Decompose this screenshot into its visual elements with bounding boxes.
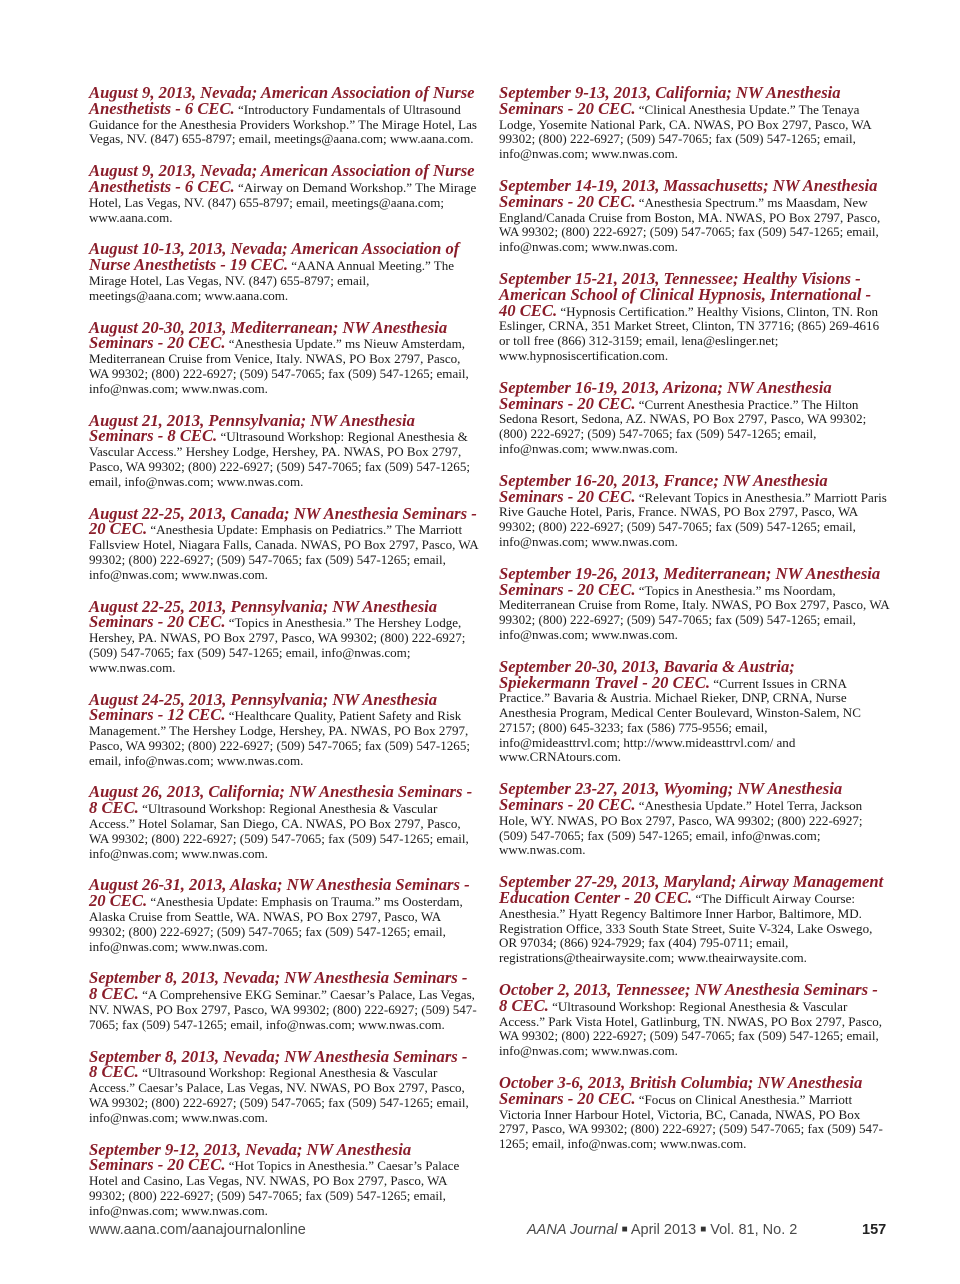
event-heading: August 26-31, 2013, Alaska; NW Anesthesia Seminars - 20 CEC. [89, 875, 470, 911]
event-listing [499, 779, 889, 858]
event-heading: September 8, 2013, Nevada; NW Anesthesia Seminars - 8 CEC. [89, 968, 468, 1004]
event-details: “AANA Annual Meeting.” The Mirage Hotel, Las Vegas, NV. (847) 655-8797; email, meetings@aana.com; www.aana.com. [89, 258, 455, 303]
footer-volume: Vol. 81, No. 2 [710, 1222, 798, 1238]
event-details: “Topics in Anesthesia.” The Hershey Lodge, Hershey, PA. NWAS, PO Box 2797, Pasco, WA 99302; (800) 222-6927; (509) 547-7065; fax (509) 547-1265; email, info@nwas.com; www.nwas.com. [89, 615, 466, 675]
event-listing [499, 470, 889, 550]
event-details: “Focus on Clinical Anesthesia.” Marriott Victoria Inner Harbour Hotel, Victoria, BC, Canada, NWAS, PO Box 2797, Pasco, WA 99302; (800) 222-6927; (509) 547-7065; fax (509) 547-1265; email, info@nwas.com; www.nwas.com. [499, 1091, 883, 1152]
event-listing [499, 656, 889, 766]
event-heading: August 10-13, 2013, Nevada; American Association of Nurse Anesthetists - 19 CEC. [89, 239, 460, 275]
event-details: “Ultrasound Workshop: Regional Anesthesia & Vascular Access.” Caesar’s Palace, Las Vegas, NV. NWAS, PO Box 2797, Pasco, WA 99302; (800) 222-6927; (509) 547-7065; fax (509) 547-1265; email, info@nwas.com; www.nwas.com. [89, 1065, 469, 1125]
event-details: “Current Anesthesia Practice.” The Hilton Sedona Resort, Sedona, AZ. NWAS, PO Box 2797, Pasco, WA 99302; (800) 222-6927; (509) 547-7065; fax (509) 547-1265; email, info@nwas.com; www.nwas.com. [499, 396, 867, 456]
event-listing [89, 1046, 479, 1126]
event-listing [89, 968, 479, 1032]
event-listing [89, 875, 479, 954]
event-details: “Topics in Anesthesia.” ms Noordam, Mediterranean Cruise from Rome, Italy. NWAS, PO Box 2797, Pasco, WA 99302; (800) 222-6927; (509) 547-7065; fax (509) 547-1265; email, info@nwas.com; www.nwas.com. [499, 582, 889, 642]
event-heading: October 3-6, 2013, British Columbia; NW Anesthesia Seminars - 20 CEC. [499, 1073, 863, 1108]
event-details: “Hypnosis Certification.” Healthy Visions, Clinton, TN. Ron Eslinger, CRNA, 351 Market Street, Clinton, TN 37716; (865) 269-4616 or toll free (866) 312-3159; email, lena@eslinger.net; www.hypnosiscertification.com. [499, 303, 880, 363]
event-details: “Ultrasound Workshop: Regional Anesthesia & Vascular Access.” Park Vista Hotel, Gatlinburg, TN. NWAS, PO Box 2797, Pasco, WA 99302; (800) 222-6927; (509) 547-7065; fax (509) 547-1265; email, info@nwas.com; www.nwas.com. [499, 998, 882, 1059]
event-details: “The Difficult Airway Course: Anesthesia.” Hyatt Regency Baltimore Inner Harbor, Baltimore, MD. Registration Office, 333 South State Street, Suite V-324, Lake Oswego, OR 97034; (866) 924-7929; fax (404) 795-0711; email, registrations@theairwaysite.com; www.theairwaysite.com. [499, 891, 873, 966]
event-listing [499, 872, 889, 966]
right-column [499, 83, 889, 1169]
event-heading: September 14-19, 2013, Massachusetts; NW Anesthesia Seminars - 20 CEC. [499, 175, 878, 211]
event-listing [89, 503, 479, 583]
event-details: “Anesthesia Update: Emphasis on Pediatrics.” The Marriott Fallsview Hotel, Niagara Falls, Canada. NWAS, PO Box 2797, Pasco, WA 99302; (800) 222-6927; (509) 547-7065; fax (509) 547-1265; email, info@nwas.com; www.nwas.com. [89, 522, 478, 582]
event-details: “A Comprehensive EKG Seminar.” Caesar’s Palace, Las Vegas, NV. NWAS, PO Box 2797, Pasco, WA 99302; (800) 222-6927; (509) 547-7065; fax (509) 547-1265; email, info@nwas.com; www.nwas.com. [89, 987, 477, 1032]
event-details: “Introductory Fundamentals of Ultrasound Guidance for the Anesthesia Providers Workshop.” The Mirage Hotel, Las Vegas, NV. (847) 655-8797; email, meetings@aana.com; www.aana.com. [89, 101, 477, 147]
event-details: “Clinical Anesthesia Update.” The Tenaya Lodge, Yosemite National Park, CA. NWAS, PO Box 2797, Pasco, WA 99302; (800) 222-6927; (509) 547-7065; fax (509) 547-1265; email, info@nwas.com; www.nwas.com. [499, 101, 871, 162]
event-listing [89, 782, 479, 861]
footer-issue-date: April 2013 [630, 1222, 697, 1238]
event-listing [499, 268, 889, 364]
event-heading: September 15-21, 2013, Tennessee; Healthy Visions - American School of Clinical Hypnosis, International - 40 CEC. [499, 268, 872, 320]
event-heading: August 22-25, 2013, Canada; NW Anesthesia Seminars - 20 CEC. [89, 503, 477, 539]
event-heading: October 2, 2013, Tennessee; NW Anesthesia Seminars - 8 CEC. [499, 980, 878, 1015]
event-listing [89, 1139, 479, 1219]
page-number: 157 [862, 1222, 887, 1238]
left-column [89, 83, 479, 1236]
event-heading: September 19-26, 2013, Mediterranean; NW Anesthesia Seminars - 20 CEC. [499, 563, 881, 599]
event-details: “Airway on Demand Workshop.” The Mirage Hotel, Las Vegas, NV. (847) 655-8797; email, meetings@aana.com; www.aana.com. [89, 179, 477, 225]
square-bullet-icon: ■ [700, 1224, 707, 1235]
event-listing [89, 410, 479, 490]
event-listing [499, 1073, 889, 1152]
event-listing [89, 689, 479, 769]
square-bullet-icon: ■ [621, 1224, 628, 1235]
event-listing [499, 563, 889, 643]
event-details: “Ultrasound Workshop: Regional Anesthesia & Vascular Access.” Hershey Lodge, Hershey, PA. NWAS, PO Box 2797, Pasco, WA 99302; (800) 222-6927; (509) 547-7065; fax (509) 547-1265; email, info@nwas.com; www.nwas.com. [89, 429, 470, 489]
event-details: “Hot Topics in Anesthesia.” Caesar’s Palace Hotel and Casino, Las Vegas, NV. NWAS, PO Box 2797, Pasco, WA 99302; (800) 222-6927; (509) 547-7065; fax (509) 547-1265; email, info@nwas.com; www.nwas.com. [89, 1158, 460, 1218]
event-details: “Anesthesia Update.” ms Nieuw Amsterdam, Mediterranean Cruise from Venice, Italy. NWAS, PO Box 2797, Pasco, WA 99302; (800) 222-6927; (509) 547-7065; fax (509) 547-1265; email, info@nwas.com; www.nwas.com. [89, 336, 469, 396]
event-heading: September 20-30, 2013, Bavaria & Austria; Spiekermann Travel - 20 CEC. [499, 656, 795, 692]
event-heading: September 9-13, 2013, California; NW Anesthesia Seminars - 20 CEC. [499, 83, 841, 118]
event-details: “Healthcare Quality, Patient Safety and Risk Management.” The Hershey Lodge, Hershey, PA. NWAS, PO Box 2797, Pasco, WA 99302; (800) 222-6927; (509) 547-7065; fax (509) 547-1265; email, info@nwas.com; www.nwas.com. [89, 708, 470, 768]
event-heading: September 16-19, 2013, Arizona; NW Anesthesia Seminars - 20 CEC. [499, 377, 832, 413]
event-heading: September 23-27, 2013, Wyoming; NW Anesthesia Seminars - 20 CEC. [499, 779, 843, 815]
event-details: “Relevant Topics in Anesthesia.” Marriott Paris Rive Gauche Hotel, Paris, France. NWAS, PO Box 2797, Pasco, WA 99302; (800) 222-6927; (509) 547-7065; fax (509) 547-1265; email, info@nwas.com; www.nwas.com. [499, 489, 887, 549]
event-listing [89, 596, 479, 676]
event-heading: August 20-30, 2013, Mediterranean; NW Anesthesia Seminars - 20 CEC. [89, 317, 448, 353]
event-heading: September 9-12, 2013, Nevada; NW Anesthesia Seminars - 20 CEC. [89, 1139, 412, 1175]
footer-journal-name: AANA Journal [527, 1222, 618, 1238]
event-heading: September 27-29, 2013, Maryland; Airway Management Education Center - 20 CEC. [499, 872, 884, 908]
event-listing [89, 239, 479, 303]
event-heading: August 26, 2013, California; NW Anesthesia Seminars - 8 CEC. [89, 782, 473, 818]
event-details: “Anesthesia Spectrum.” ms Maasdam, New England/Canada Cruise from Boston, MA. NWAS, PO Box 2797, Pasco, WA 99302; (800) 222-6927; (509) 547-7065; fax (509) 547-1265; email, info@nwas.com; www.nwas.com. [499, 194, 881, 255]
event-details: “Anesthesia Update: Emphasis on Trauma.” ms Oosterdam, Alaska Cruise from Seattle, WA. NWAS, PO Box 2797, Pasco, WA 99302; (800) 222-6927; (509) 547-7065; fax (509) 547-1265; email, info@nwas.com; www.nwas.com. [89, 894, 463, 954]
event-heading: September 16-20, 2013, France; NW Anesthesia Seminars - 20 CEC. [499, 470, 828, 506]
event-listing [499, 980, 889, 1059]
event-details: “Ultrasound Workshop: Regional Anesthesia & Vascular Access.” Hotel Solamar, San Diego, CA. NWAS, PO Box 2797, Pasco, WA 99302; (800) 222-6927; (509) 547-7065; fax (509) 547-1265; email, info@nwas.com; www.nwas.com. [89, 801, 469, 861]
event-heading: August 24-25, 2013, Pennsylvania; NW Anesthesia Seminars - 12 CEC. [89, 689, 438, 725]
page-footer [89, 1222, 889, 1242]
event-listing [89, 317, 479, 397]
event-heading: August 21, 2013, Pennsylvania; NW Anesthesia Seminars - 8 CEC. [89, 410, 415, 446]
event-heading: August 22-25, 2013, Pennsylvania; NW Anesthesia Seminars - 20 CEC. [89, 596, 438, 632]
footer-journal-info [527, 1222, 797, 1238]
event-listing [499, 83, 889, 162]
event-details: “Current Issues in CRNA Practice.” Bavaria & Austria. Michael Rieker, DNP, CRNA, Nurse Anesthesia Program, Medical Center Boulevard, Winston-Salem, NC 27157; (800) 645-3233; fax (586) 775-9556; email, info@mideasttrvl.com; http://www.mideasttrvl.com/ and www.CRNAtours.com. [499, 675, 861, 765]
event-listing [499, 175, 889, 255]
event-listing [89, 83, 479, 147]
event-heading: August 9, 2013, Nevada; American Association of Nurse Anesthetists - 6 CEC. [89, 83, 475, 118]
event-listing [499, 377, 889, 457]
event-heading: August 9, 2013, Nevada; American Association of Nurse Anesthetists - 6 CEC. [89, 161, 475, 196]
event-details: “Anesthesia Update.” Hotel Terra, Jackson Hole, WY. NWAS, PO Box 2797, Pasco, WA 99302; (800) 222-6927; (509) 547-7065; fax (509) 547-1265; email, info@nwas.com; www.nwas.com. [499, 798, 863, 858]
event-listing [89, 161, 479, 225]
event-heading: September 8, 2013, Nevada; NW Anesthesia Seminars - 8 CEC. [89, 1046, 468, 1082]
footer-url[interactable]: www.aana.com/aanajournalonline [89, 1222, 306, 1238]
